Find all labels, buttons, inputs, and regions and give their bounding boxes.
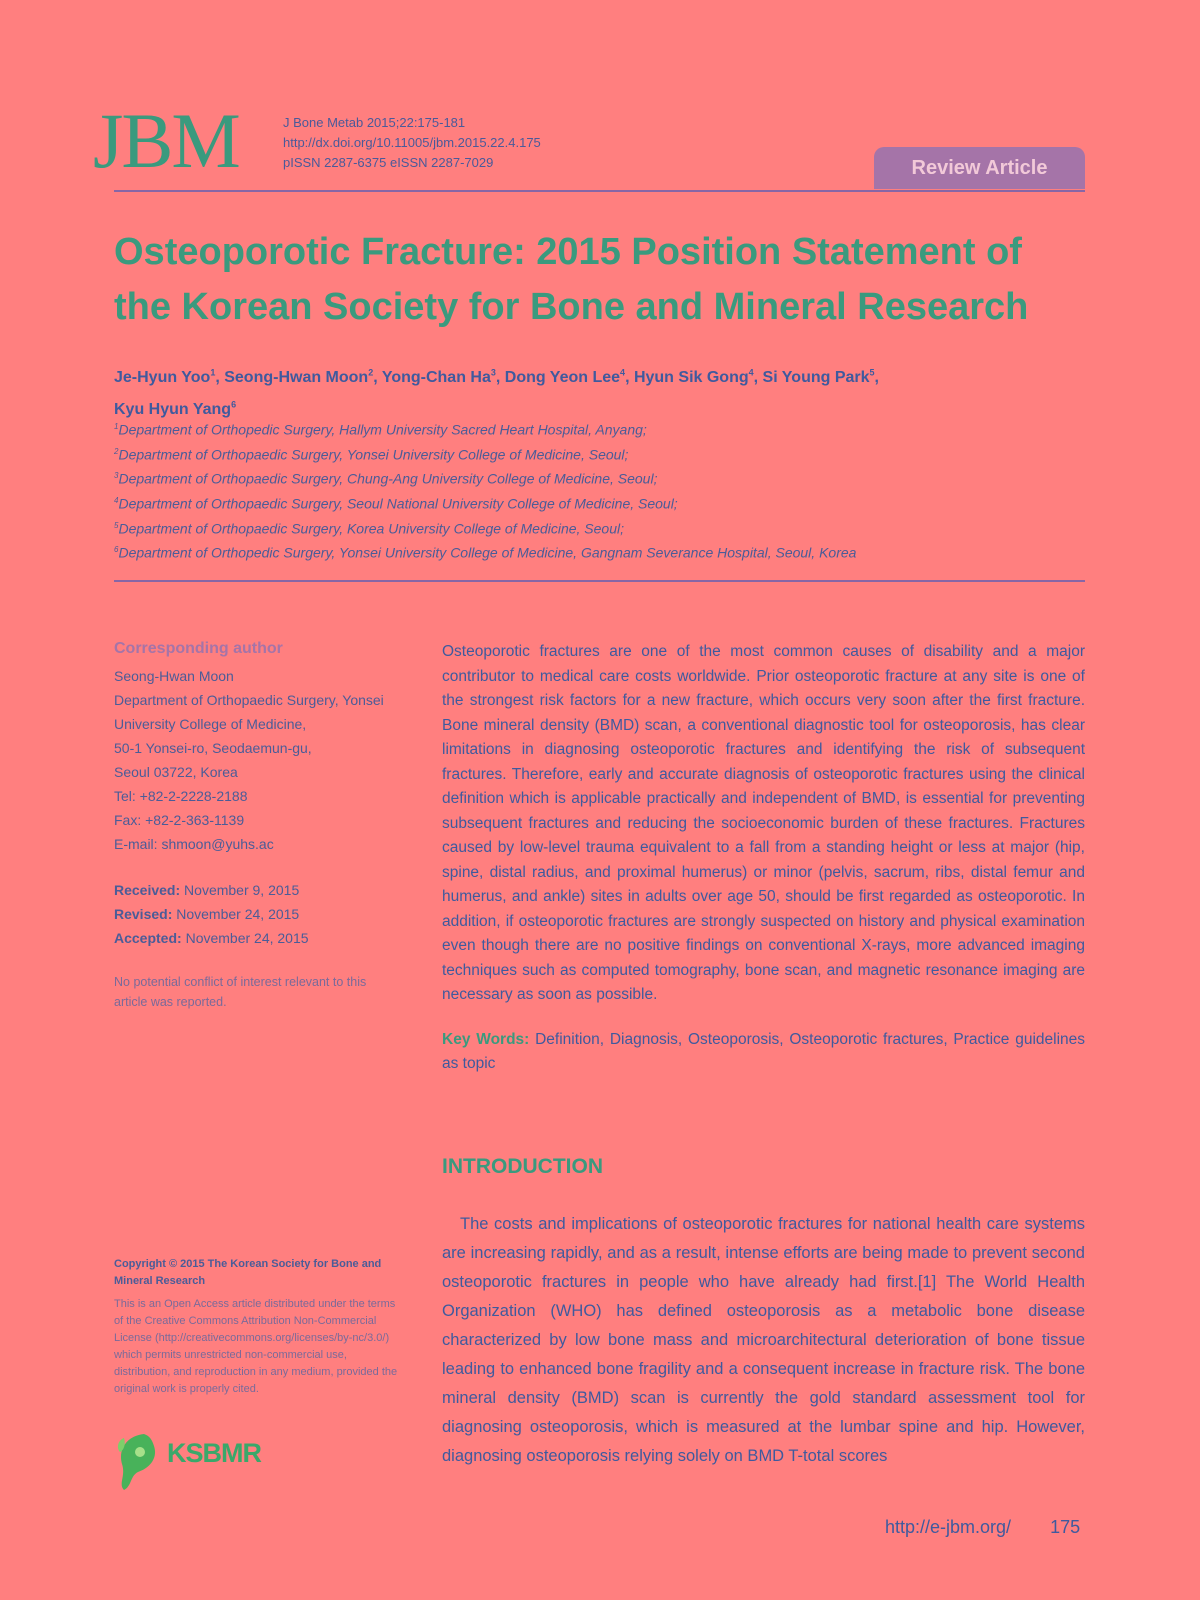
society-logo	[114, 1428, 284, 1498]
corresponding-tel: Tel: +82-2-2228-2188	[114, 788, 248, 804]
title-line-1: Osteoporotic Fracture: 2015 Position Statement of	[114, 231, 1022, 273]
affiliation: $^3$Department of Orthopaedic Surgery, Chung-Ang University College of Medicine, Seoul;	[114, 470, 658, 487]
society-logo-text: KSBMR	[167, 1438, 261, 1468]
author: Je-Hyun Yoo$^1$,	[114, 368, 225, 387]
author: Yong-Chan Ha$^3$,	[381, 368, 505, 387]
title-line-2: the Korean Society for Bone and Mineral Research	[114, 286, 1029, 328]
received-date: Received: November 9, 2015	[114, 882, 300, 898]
section-divider	[114, 580, 1085, 582]
copyright-notice	[114, 1256, 404, 1398]
affiliation: $^5$Department of Orthopaedic Surgery, Korea University College of Medicine, Seoul;	[114, 520, 624, 537]
doi-link[interactable]: http://dx.doi.org/10.11005/jbm.2015.22.4.175	[283, 135, 541, 150]
introduction-heading: INTRODUCTION	[442, 1155, 603, 1178]
author: Seong-Hwan Moon$^2$,	[224, 368, 382, 387]
article-dates	[114, 878, 414, 950]
author: Kyu Hyun Yang$^6$	[114, 399, 237, 418]
corresponding-address: University College of Medicine,	[114, 716, 307, 732]
abstract-section	[442, 640, 1085, 1077]
copyright-heading: Copyright © 2015 The Korean Society for Bone and Mineral Research	[114, 1258, 382, 1287]
corresponding-email[interactable]: E-mail: shmoon@yuhs.ac	[114, 836, 274, 852]
keywords-text: Definition, Diagnosis, Osteoporosis, Osteoporotic fractures, Practice guidelines as topic	[442, 1030, 1086, 1072]
keywords	[442, 1028, 1085, 1077]
journal-logo: JBM	[93, 97, 239, 184]
header-divider	[114, 190, 1085, 192]
author: Dong Yeon Lee$^4$,	[504, 368, 634, 387]
corresponding-name: Seong-Hwan Moon	[114, 668, 234, 684]
corresponding-fax: Fax: +82-2-363-1139	[114, 812, 245, 828]
affiliation: $^2$Department of Orthopaedic Surgery, Yonsei University College of Medicine, Seoul;	[114, 446, 629, 463]
article-type-badge: Review Article	[874, 147, 1085, 189]
affiliation: $^4$Department of Orthopaedic Surgery, Seoul National University College of Medicine, Seoul;	[114, 495, 678, 512]
keywords-label: Key Words:	[442, 1030, 530, 1048]
sidebar	[114, 640, 414, 1012]
accepted-date: Accepted: November 24, 2015	[114, 930, 309, 946]
revised-date: Revised: November 24, 2015	[114, 906, 300, 922]
affiliation: $^6$Department of Orthopedic Surgery, Yonsei University College of Medicine, Gangnam Severance Hospital, Seoul, Korea	[114, 544, 857, 561]
affiliation: $^1$Department of Orthopedic Surgery, Hallym University Sacred Heart Hospital, Anyang;	[114, 421, 647, 438]
article-title	[114, 225, 1104, 335]
corresponding-address: 50-1 Yonsei-ro, Seodaemun-gu,	[114, 740, 312, 756]
page-footer	[885, 1517, 1080, 1538]
corresponding-address: Seoul 03722, Korea	[114, 764, 238, 780]
corresponding-author-heading: Corresponding author	[114, 640, 283, 657]
issn: pISSN 2287-6375 eISSN 2287-7029	[283, 155, 494, 170]
license-text: This is an Open Access article distributed under the terms of the Creative Commons Attribution Non-Commercial License (http://creativecommons.org/licenses/by-nc/3.0/) which permits unrestricted non-commercial use, distribution, and reproduction in any medium, provided the original work is properly cited.	[114, 1298, 398, 1395]
affiliation-list	[114, 416, 1104, 564]
author: Si Young Park$^5$,	[762, 368, 879, 387]
author-list	[114, 360, 1104, 423]
abstract-text: Osteoporotic fractures are one of the most common causes of disability and a major contributor to medical care costs worldwide. Prior osteoporotic fracture at any site is one of the strongest risk factors for a new fracture, which occurs very soon after the first fracture. Bone mineral density (BMD) scan, a conventional diagnostic tool for osteoporosis, has clear limitations in diagnosing osteoporotic fractures and identifying the risk of subsequent fractures. Therefore, early and accurate diagnosis of osteoporotic fractures using the clinical definition which is applicable practically and independent of BMD, is essential for preventing subsequent fractures and reducing the socioeconomic burden of these fractures. Fractures caused by low-level trauma equivalent to a fall from a standing height or less at major (hip, spine, distal radius, and proximal humerus) or minor (pelvis, sacrum, ribs, distal femur and humerus, and ankle) sites in adults over age 50, should be first regarded as osteoporotic. In addition, if osteoporotic fractures are strongly suspected on history and physical examination even though there are no positive findings on conventional X-rays, more advanced imaging techniques such as computed tomography, bone scan, and magnetic resonance imaging are necessary as soon as possible.	[442, 643, 1085, 1003]
journal-url[interactable]: http://e-jbm.org/	[885, 1517, 1012, 1537]
page-number: 175	[1050, 1517, 1081, 1537]
journal-meta	[283, 113, 541, 173]
conflict-statement: No potential conflict of interest relevant to this article was reported.	[114, 975, 367, 1009]
citation: J Bone Metab 2015;22:175-181	[283, 115, 466, 130]
author: Hyun Sik Gong$^4$,	[633, 368, 763, 387]
introduction-text: The costs and implications of osteoporotic fractures for national health care systems are increasing rapidly, and as a result, intense efforts are being made to prevent second osteoporotic fractures in people who have already had first.[1] The World Health Organization (WHO) has defined osteoporosis as a metabolic bone disease characterized by low bone mass and microarchitectural deterioration of bone tissue leading to enhanced bone fragility and a consequent increase in fracture risk. The bone mineral density (BMD) scan is currently the gold standard assessment tool for diagnosing osteoporosis, which is measured at the lumbar spine and hip. However, diagnosing osteoporosis relying solely on BMD T-total scores	[442, 1215, 1085, 1465]
bone-leaf-icon	[114, 1428, 174, 1494]
corresponding-address: Department of Orthopaedic Surgery, Yonsei	[114, 692, 384, 708]
